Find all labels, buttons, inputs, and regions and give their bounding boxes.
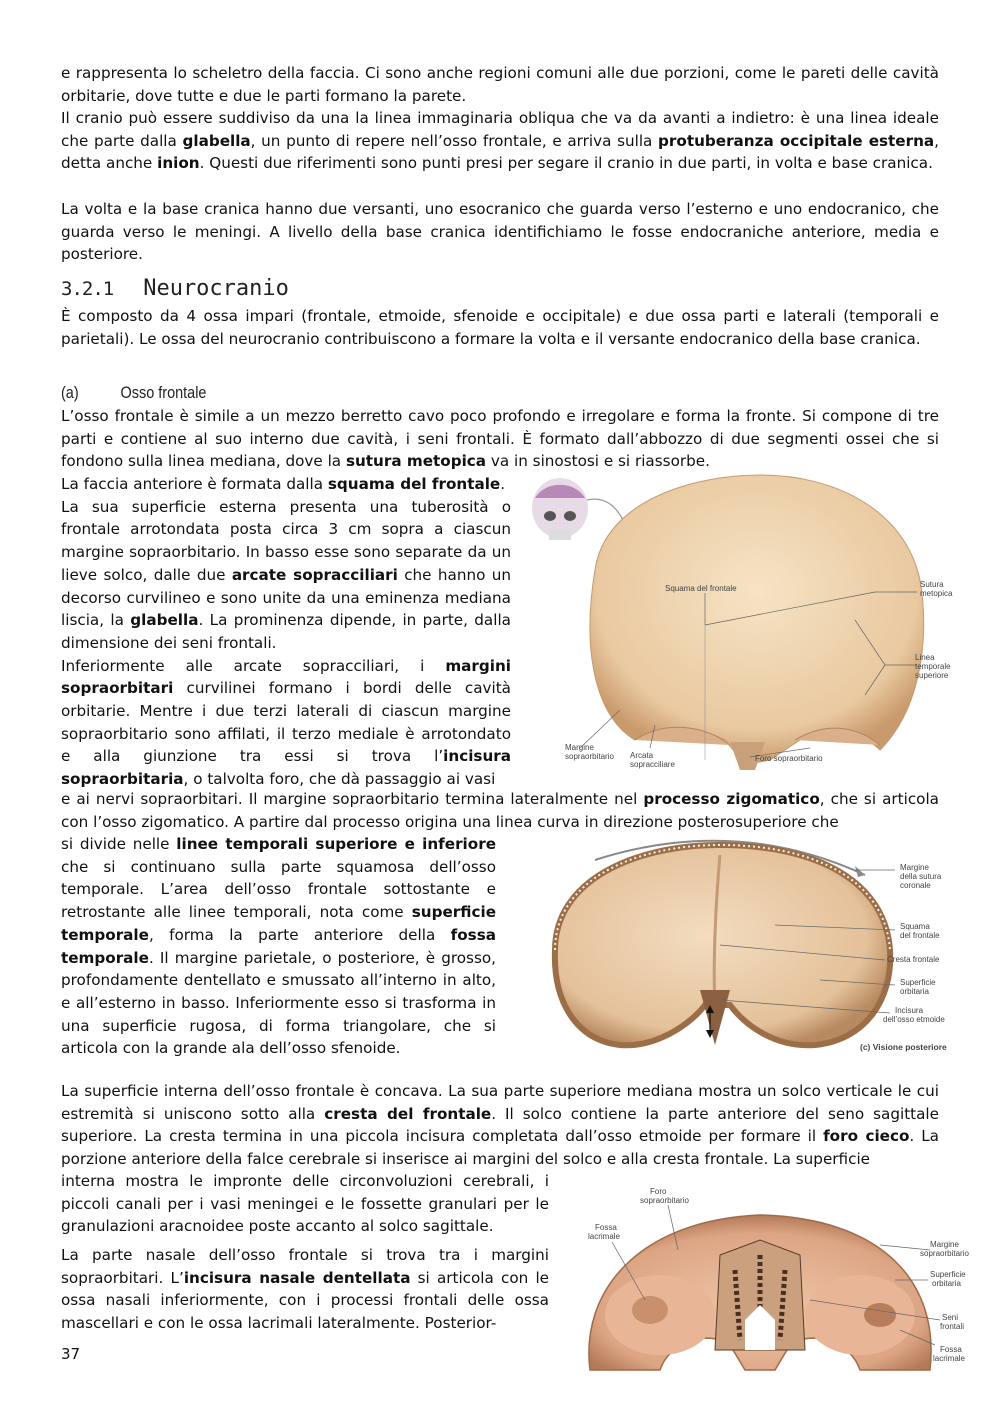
frontal-bone-posterior-figure bbox=[515, 830, 980, 1060]
label-linea-1: Linea bbox=[915, 653, 935, 662]
label-fossa-lacrimale-1: Fossa bbox=[940, 1345, 962, 1354]
label-squama-1: Squama bbox=[900, 922, 930, 931]
label-squama: Squama del frontale bbox=[665, 584, 737, 593]
frontal-bone-anterior-figure bbox=[525, 470, 980, 780]
frontal-paragraph-7: La superficie interna dell’osso frontale è concava. La sua parte superiore mediana mostra un solco verticale le cui estremità si uniscono sotto alla cresta del frontale. Il solco contiene la parte anteriore del seno sagittale superiore. La cresta termina in una piccola incisura completata dall’osso etmoide per formare il foro cieco. La porzione anteriore della falce cerebrale si inserisce ai margini del solco e alla cresta frontale. La superficie bbox=[61, 1082, 939, 1169]
label-foro: Foro sopraorbitario bbox=[755, 754, 823, 763]
label-margine-2: sopraorbitario bbox=[920, 1249, 969, 1258]
subsection-heading: (a) Osso frontale bbox=[61, 383, 207, 402]
frontal-paragraph-9: La parte nasale dell’osso frontale si trova tra i margini sopraorbitari. L’incisura nasale dentellata si articola con le ossa nasali inferiormente, con i processi frontali delle ossa mascellari e con le ossa lacrimali lateralmente. Posterior- bbox=[61, 1246, 550, 1333]
label-margine-1: Margine bbox=[930, 1240, 959, 1249]
label-linea-2: temporale bbox=[915, 662, 951, 671]
intro-paragraph-1: e rappresenta lo scheletro della faccia. Ci sono anche regioni comuni alle due porzioni, come le pareti delle cavità orbitarie, dove tutte e due le parti formano la parete. bbox=[61, 64, 939, 105]
label-sutura-2: metopica bbox=[920, 589, 953, 598]
label-foro-2: sopraorbitario bbox=[640, 1196, 689, 1205]
label-seni-2: frontali bbox=[940, 1322, 965, 1331]
page-number: 37 bbox=[61, 1345, 81, 1363]
label-margine-sutura-3: coronale bbox=[900, 881, 931, 890]
label-superficie-1: Superficie bbox=[930, 1270, 966, 1279]
label-fossa-lacrimale-2: lacrimale bbox=[933, 1354, 966, 1363]
label-margine-2: sopraorbitario bbox=[565, 752, 614, 761]
label-fossa-2: lacrimale bbox=[588, 1232, 621, 1241]
frontal-paragraph-5: e ai nervi sopraorbitari. Il margine sopraorbitario termina lateralmente nel processo zigomatico, che si articola con l’osso zigomatico. A partire dal processo origina una linea curva in direzione posterosuperiore che bbox=[61, 790, 939, 831]
label-fossa-1: Fossa bbox=[595, 1223, 617, 1232]
frontal-paragraph-4: Inferiormente alle arcate sopracciliari, i margini sopraorbitari curvilinei formano i bordi delle cavità orbitarie. Mentre i due terzi laterali di ciascun margine sopraorbitario sono affilati, il terzo mediale è arrotondato e alla giunzione tra essi si trova l’incisura sopraorbitaria, o talvolta foro, che dà passaggio ai vasi bbox=[61, 656, 511, 789]
section-heading: 3.2.1 Neurocranio bbox=[61, 276, 289, 301]
label-foro-1: Foro bbox=[650, 1187, 667, 1196]
frontal-paragraph-8: interna mostra le impronte delle circonvoluzioni cerebrali, i piccoli canali per i vasi meningei e le fossette granulari per le granulazioni aracnoidee poste accanto al solco sagittale. bbox=[61, 1172, 549, 1236]
frontal-paragraph-2: La faccia anteriore è formata dalla squama del frontale. bbox=[61, 475, 506, 493]
intro-paragraph-2: Il cranio può essere suddiviso da una la linea immaginaria obliqua che va da avanti a indietro: è una linea ideale che parte dalla glabella, un punto di repere nell’osso frontale, e arriva sulla protuberanza occipitale esterna, detta anche inion. Questi due riferimenti sono punti presi per segare il cranio in due parti, in volta e base cranica. bbox=[61, 109, 939, 173]
label-superficie-1: Superficie bbox=[900, 978, 936, 987]
skull-thumbnail-icon bbox=[532, 478, 623, 540]
label-linea-3: superiore bbox=[915, 671, 949, 680]
label-incisura-2: dell’osso etmoide bbox=[883, 1015, 945, 1024]
frontal-bone-inferior-figure bbox=[560, 1180, 980, 1375]
label-arcata-1: Arcata bbox=[630, 751, 654, 760]
label-incisura-1: Incisura bbox=[895, 1006, 924, 1015]
frontal-paragraph-6: si divide nelle linee temporali superiore e inferiore che si continuano sulla parte squamosa dell’osso temporale. L’area dell’osso frontale sottostante e retrostante alle linee temporali, nota come superficie temporale, forma la parte anteriore della fossa temporale. Il margine parietale, o posteriore, è grosso, profondamente dentellato e smussato all’interno in alto, e all’esterno in basso. Inferiormente esso si trasforma in una superficie rugosa, di forma triangolare, che si articola con la grande ala dell’osso sfenoide. bbox=[61, 835, 496, 1058]
frontal-squama-shape bbox=[590, 475, 924, 765]
frontal-paragraph-3: La sua superficie esterna presenta una tuberosità o frontale arrotondata posta circa 3 cm sopra a ciascun margine sopraorbitario. In basso esse sono separate da un lieve solco, dalle due arcate sopracciliari che hanno un decorso curvilineo e sono unite da una eminenza mediana liscia, la glabella. La prominenza dipende, in parte, dalla dimensione dei seni frontali. bbox=[61, 497, 511, 652]
label-cresta: Cresta frontale bbox=[887, 955, 940, 964]
frontal-paragraph-1: L’osso frontale è simile a un mezzo berretto cavo poco profondo e irregolare e forma la fronte. Si compone di tre parti e contiene al suo interno due cavità, i seni frontali. È formato dall’abbozzo di due segmenti ossei che si fondono sulla linea mediana, dove la sutura metopica va in sinostosi e si riassorbe. bbox=[61, 407, 939, 471]
label-margine-sutura-2: della sutura bbox=[900, 872, 942, 881]
label-arcata-2: sopracciliare bbox=[630, 760, 675, 769]
label-margine-sutura-1: Margine bbox=[900, 863, 929, 872]
frontal-column-1 bbox=[61, 473, 511, 791]
label-margine-1: Margine bbox=[565, 743, 594, 752]
label-squama-2: del frontale bbox=[900, 931, 940, 940]
label-seni-1: Seni bbox=[942, 1313, 959, 1322]
label-superficie-2: orbitaria bbox=[900, 987, 929, 996]
label-sutura-1: Sutura bbox=[920, 580, 944, 589]
neurocranio-paragraph: È composto da 4 ossa impari (frontale, etmoide, sfenoide e occipitale) e due ossa parti e laterali (temporali e parietali). Le ossa del neurocranio contribuiscono a formare la volta e il versante endocranico della base cranica. bbox=[61, 307, 939, 348]
intro-paragraph-3: La volta e la base cranica hanno due versanti, uno esocranico che guarda verso l’esterno e uno endocranico, che guarda verso le meningi. A livello della base cranica identifichiamo le fosse endocraniche anteriore, media e posteriore. bbox=[61, 200, 939, 264]
label-superficie-2: orbitaria bbox=[932, 1279, 961, 1288]
figure-caption: (c) Visione posteriore bbox=[860, 1042, 947, 1052]
